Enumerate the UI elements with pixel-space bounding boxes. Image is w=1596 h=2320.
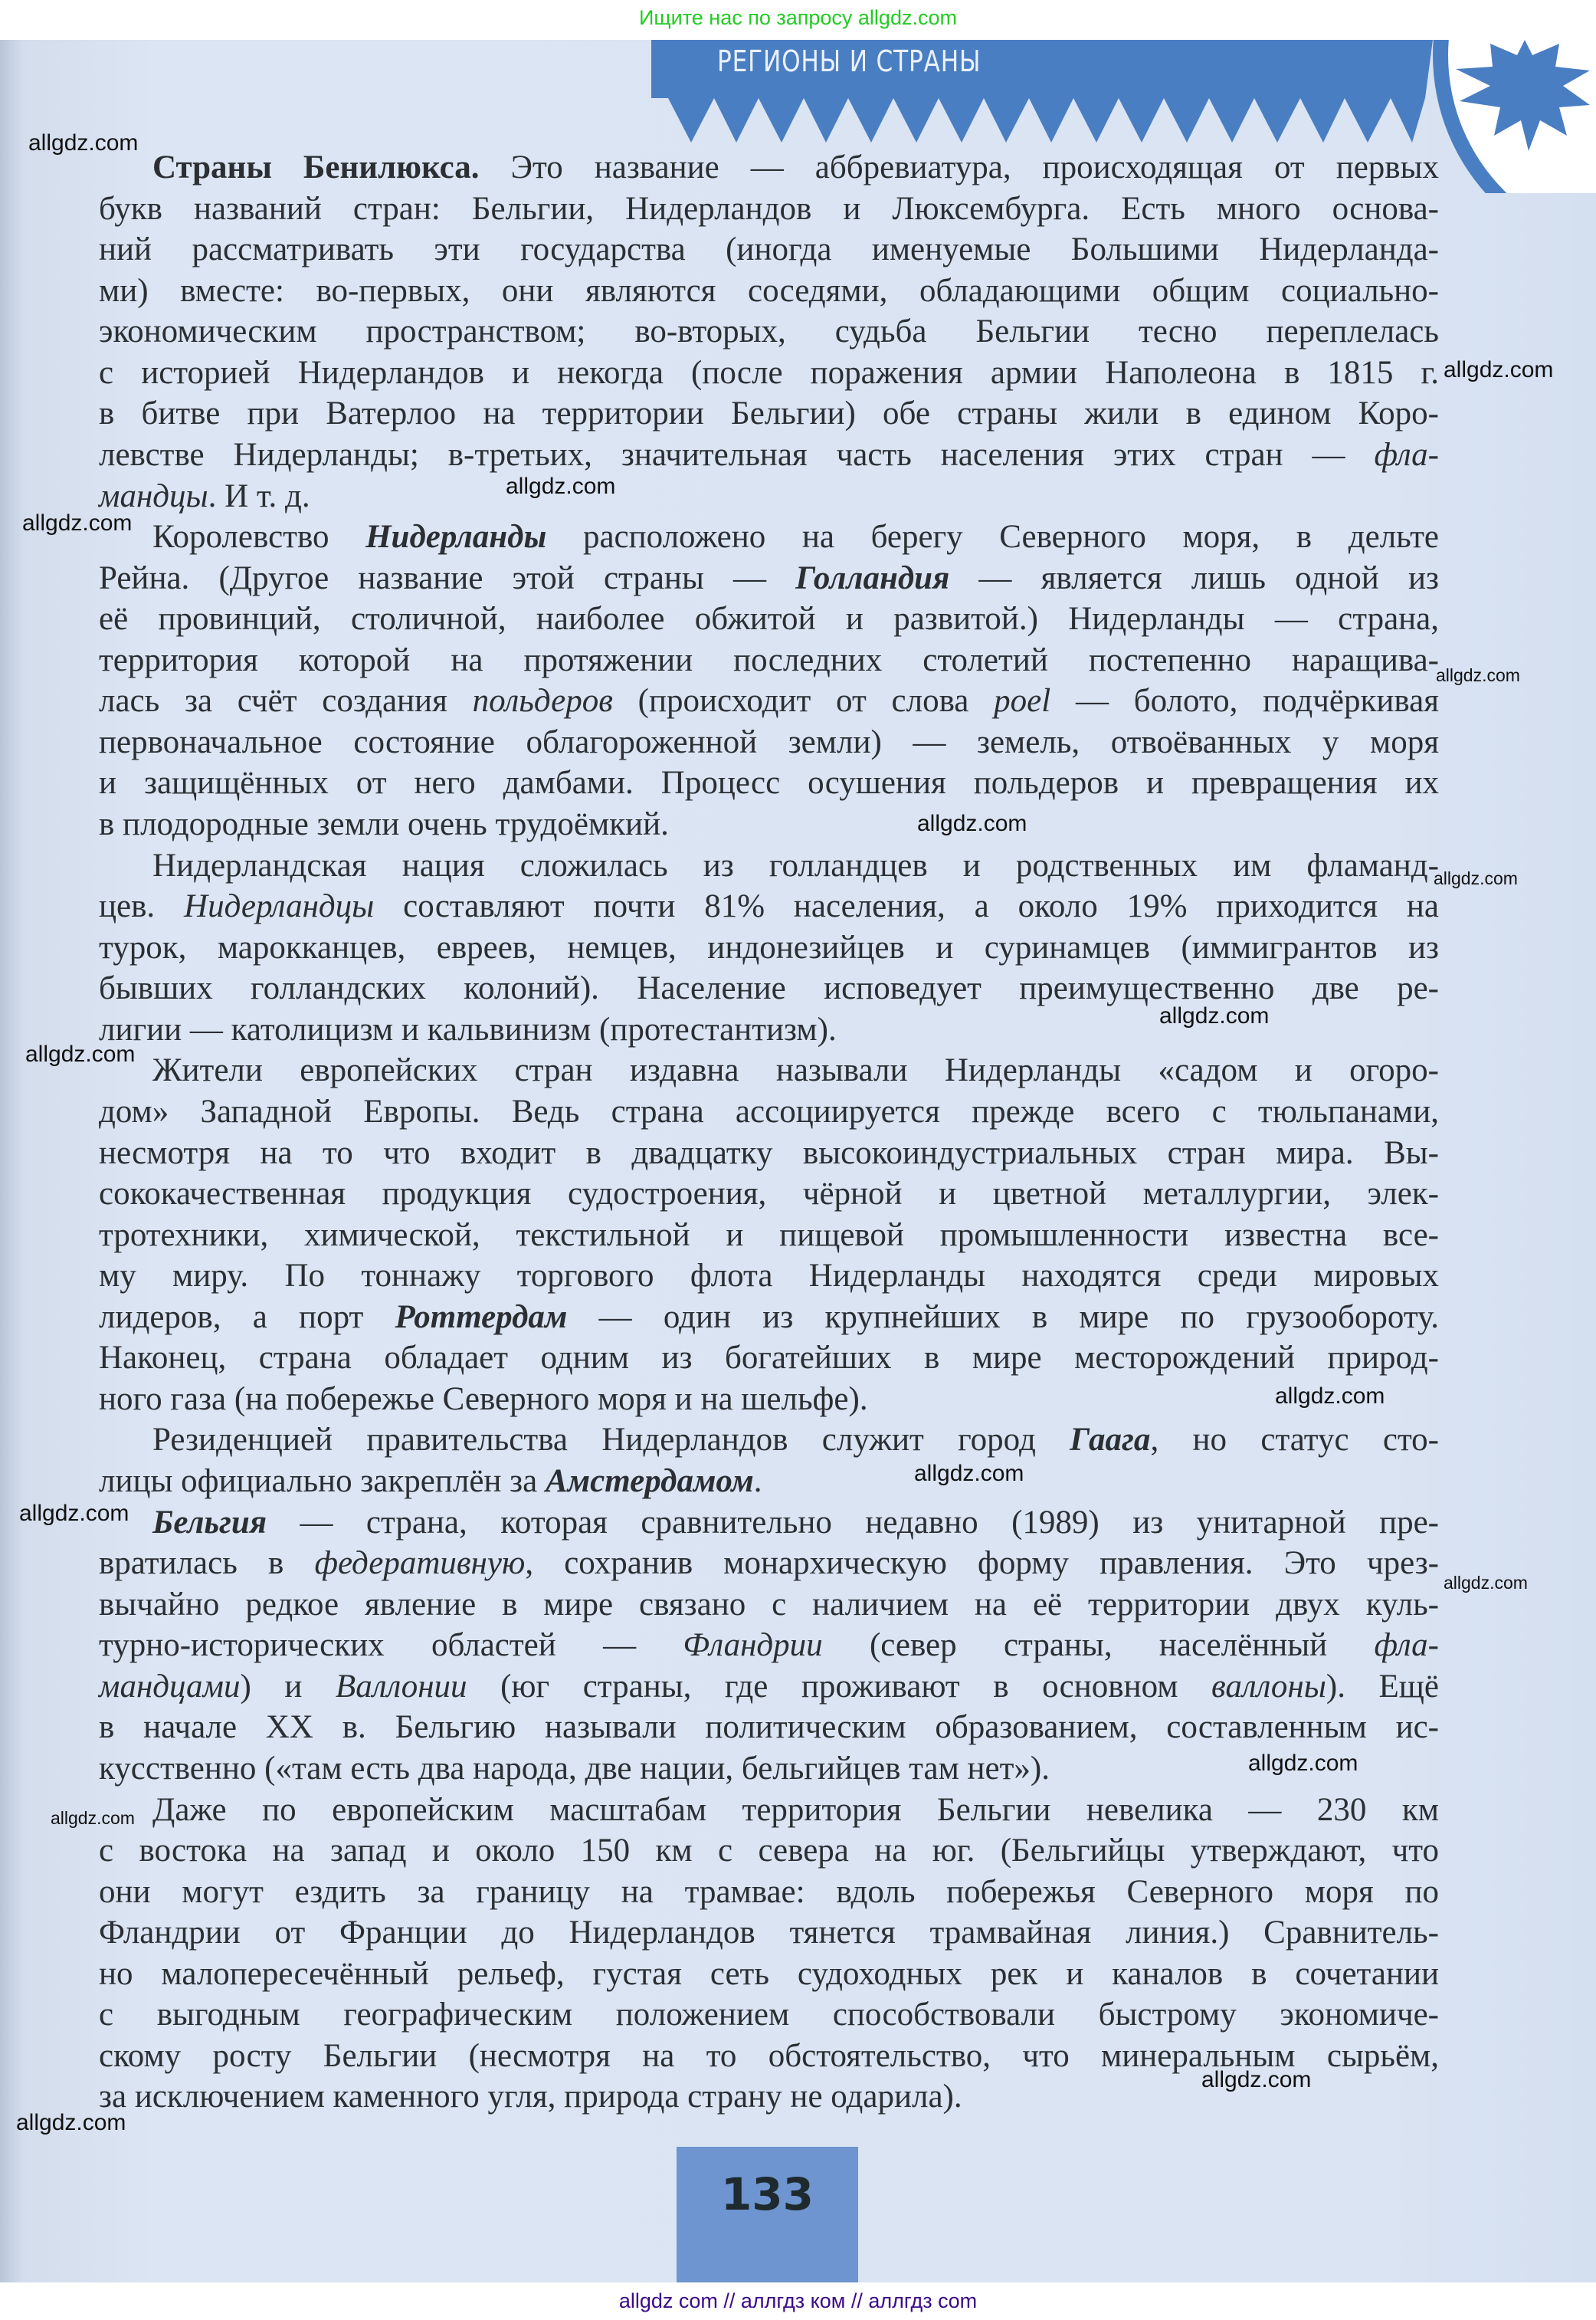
text-run: дом» Западной Европы. Ведь страна ассоциируется прежде всего с тюльпанами, — [99, 1093, 1439, 1130]
watermark: allgdz.com — [25, 1042, 136, 1067]
text-run: Фландрии от Франции до Нидерландов тянется трамвайная линия.) Сравнитель- — [99, 1915, 1439, 1951]
text-run: с выгодным географическим положением способствовали быстрому экономиче- — [99, 1997, 1439, 2033]
watermark: allgdz.com — [19, 1501, 129, 1526]
text-run: лигии — католицизм и кальвинизм (протестантизм). — [99, 1011, 837, 1048]
text-run: в начале XX в. Бельгию называли политическим образованием, составленным ис- — [99, 1709, 1439, 1746]
watermark: allgdz.com — [1275, 1383, 1385, 1409]
term-italic: мандцы — [99, 477, 208, 514]
text-run: с востока на запад и около 150 км с севера на юг. (Бельгийцы утверждают, что — [99, 1833, 1439, 1869]
text-run: цев. — [99, 888, 185, 925]
watermark: allgdz.com — [28, 130, 139, 156]
text-line — [99, 804, 1439, 845]
text-run: Нидерландская нация сложилась из голландцев и родственных им фламанд- — [152, 847, 1439, 884]
term-italic: валлоны — [1211, 1668, 1326, 1705]
watermark: allgdz.com — [1436, 665, 1520, 685]
bottom-banner — [0, 2282, 1596, 2320]
text-run: Резиденцией правительства Нидерландов служит город — [152, 1422, 1070, 1459]
text-line — [99, 1502, 1439, 1544]
text-run: (происходит от слова — [612, 683, 995, 720]
text-run: лидеров, а порт — [99, 1298, 395, 1335]
text-run: сококачественная продукция судостроения, чёрной и цветной металлургии, элек- — [99, 1176, 1439, 1213]
text-run: Даже по европейским масштабам территория Бельгии невелика — 230 км — [152, 1791, 1439, 1828]
text-run: но малопересечённый рельеф, густая сеть судоходных рек и каналов в сочетании — [99, 1955, 1439, 1992]
watermark: allgdz.com — [914, 1461, 1024, 1486]
text-run: (север страны, населённый — [822, 1627, 1375, 1664]
text-run: . И т. д. — [208, 477, 310, 514]
term-italic: польдеров — [472, 683, 613, 720]
watermark: allgdz.com — [1444, 1573, 1528, 1593]
term-bold-italic: Нидерланды — [365, 519, 547, 556]
text-line — [99, 435, 1439, 476]
text-run: в плодородные земли очень трудоёмкий. — [99, 806, 669, 842]
textbook-page — [0, 40, 1596, 2282]
text-line — [99, 1050, 1439, 1091]
term-italic: Фландрии — [683, 1627, 823, 1664]
term-italic: федеративную — [314, 1545, 526, 1582]
text-line — [99, 271, 1439, 312]
text-run: вычайно редкое явление в мире связано с наличием на её территории двух куль- — [99, 1586, 1439, 1623]
text-line — [99, 1419, 1439, 1461]
watermark: allgdz.com — [1201, 2067, 1312, 2092]
text-line — [99, 1091, 1439, 1133]
text-run: Королевство — [152, 519, 366, 556]
text-run: несмотря на то что входит в двадцатку высокоиндустриальных стран мира. Вы- — [99, 1134, 1439, 1171]
watermark: allgdz.com — [917, 811, 1027, 836]
text-run: , сохранив монархическую форму правления. Это чрез- — [525, 1545, 1440, 1582]
term-bold-italic: Амстердамом — [546, 1463, 754, 1499]
text-run: букв названий стран: Бельгии, Нидерландов и Люксембурга. Есть много основа- — [99, 190, 1439, 227]
watermark: allgdz.com — [22, 510, 133, 536]
text-run: ного газа (на побережье Северного моря и на шельфе). — [99, 1380, 868, 1417]
text-line — [99, 189, 1439, 230]
body-text — [99, 147, 1439, 2118]
term-italic: мандцами — [99, 1668, 241, 1705]
text-run: за исключением каменного угля, природа страну не одарила). — [99, 2079, 962, 2115]
text-run: ний рассматривать эти государства (иногда именуемые Большими Нидерланда- — [99, 231, 1439, 268]
text-line — [99, 1748, 1439, 1790]
text-run: Рейна. (Другое название этой страны — — [99, 559, 796, 596]
text-line — [99, 640, 1439, 681]
text-line — [99, 517, 1439, 558]
text-run: территория которой на протяжении последних столетий постепенно наращива- — [99, 642, 1439, 678]
text-line — [99, 927, 1439, 969]
text-line — [99, 1954, 1439, 1995]
text-line — [99, 229, 1439, 271]
watermark: allgdz.com — [1159, 1003, 1270, 1029]
text-line — [99, 763, 1439, 804]
term-bold-italic: Бельгия — [152, 1504, 267, 1541]
text-run: экономическим пространством; во-вторых, судьба Бельгии тесно переплелась — [99, 313, 1439, 350]
text-line — [99, 722, 1439, 763]
text-line — [99, 1173, 1439, 1215]
text-run: (юг страны, где проживают в основном — [467, 1668, 1212, 1705]
text-line — [99, 1790, 1439, 1831]
page-number: 133 — [720, 2168, 814, 2220]
text-line — [99, 353, 1439, 394]
text-line — [99, 1297, 1439, 1338]
text-run: турок, марокканцев, евреев, немцев, индонезийцев и суринамцев (иммигрантов из — [99, 929, 1439, 966]
text-run: кусственно («там есть два народа, две нации, бельгийцев там нет»). — [99, 1750, 1050, 1787]
text-run: её провинций, столичной, наиболее обжитой и развитой.) Нидерланды — страна, — [99, 601, 1439, 638]
term-bold-italic: Роттердам — [395, 1298, 568, 1335]
text-run: Жители европейских стран издавна называли Нидерланды «садом и огоро- — [152, 1052, 1439, 1089]
text-line — [99, 311, 1439, 353]
text-line — [99, 393, 1439, 435]
text-run: с историей Нидерландов и некогда (после поражения армии Наполеона в 1815 г. — [99, 354, 1439, 391]
top-banner-text: Ищите нас по запросу allgdz.com — [639, 6, 957, 29]
text-run: — один из крупнейших в мире по грузообороту. — [567, 1298, 1439, 1335]
text-line — [99, 1666, 1439, 1708]
text-run: ). Ещё — [1326, 1668, 1439, 1705]
text-run: лицы официально закреплён за — [99, 1463, 546, 1499]
text-run: — страна, которая сравнительно недавно (1989) из унитарной пре- — [267, 1504, 1439, 1541]
text-line — [99, 1543, 1439, 1584]
text-run: расположено на берегу Северного моря, в дельте — [546, 519, 1440, 556]
text-line — [99, 1461, 1439, 1502]
section-title: РЕГИОНЫ И СТРАНЫ — [717, 44, 982, 78]
watermark: allgdz.com — [16, 2110, 126, 2135]
term-italic: фла- — [1374, 436, 1439, 473]
text-run: тротехники, химической, текстильной и пищевой промышленности известна все- — [99, 1216, 1439, 1253]
text-line — [99, 476, 1439, 517]
text-run: — болото, подчёркивая — [1050, 683, 1439, 720]
text-run: вратилась в — [99, 1545, 315, 1582]
term-italic: фла- — [1374, 1627, 1440, 1664]
text-run: левстве Нидерланды; в-третьих, значительная часть населения этих стран — — [99, 436, 1375, 473]
page-number-tab — [677, 2147, 858, 2282]
text-run: первоначальное состояние облагороженной земли) — земель, отвоёванных у моря — [99, 724, 1439, 760]
text-line — [99, 1830, 1439, 1872]
text-run: турно-исторических областей — — [99, 1627, 683, 1664]
term-italic: Нидерландцы — [184, 888, 375, 925]
text-run: . — [753, 1463, 762, 1499]
text-line — [99, 147, 1439, 189]
text-run: ) и — [240, 1668, 336, 1705]
text-line — [99, 1625, 1439, 1666]
watermark: allgdz.com — [1434, 868, 1518, 888]
text-run: в битве при Ватерлоо на территории Бельгии) обе страны жили в едином Коро- — [99, 395, 1439, 432]
term-bold-italic: Гаага — [1070, 1422, 1151, 1459]
text-line — [99, 1215, 1439, 1256]
watermark: allgdz.com — [1248, 1751, 1358, 1776]
text-run: лась за счёт создания — [99, 683, 473, 720]
text-run: — является лишь одной из — [949, 559, 1439, 596]
text-line — [99, 1337, 1439, 1379]
watermark: allgdz.com — [51, 1808, 135, 1828]
text-line — [99, 681, 1439, 722]
text-run: Это название — аббревиатура, происходящая от первых — [479, 149, 1439, 185]
text-line — [99, 1584, 1439, 1626]
text-run: Наконец, страна обладает одним из богатейших в мире месторождений природ- — [99, 1340, 1439, 1377]
text-line — [99, 886, 1439, 927]
text-line — [99, 1379, 1439, 1420]
watermark: allgdz.com — [506, 474, 616, 499]
text-line — [99, 1255, 1439, 1297]
watermark: allgdz.com — [1444, 357, 1554, 382]
text-run: составляют почти 81% населения, а около 19% приходится на — [374, 888, 1439, 925]
text-line — [99, 1133, 1439, 1174]
text-line — [99, 845, 1439, 887]
text-line — [99, 558, 1439, 599]
text-run: бывших голландских колоний). Население исповедует преимущественно две ре- — [99, 970, 1439, 1007]
bottom-banner-text: allgdz com // аллгдз ком // аллгдз com — [618, 2289, 978, 2312]
term-bold-italic: Голландия — [795, 559, 950, 596]
text-run: му миру. По тоннажу торгового флота Нидерланды находятся среди мировых — [99, 1258, 1439, 1295]
text-run: они могут ездить за границу на трамвае: вдоль побережья Северного моря по — [99, 1873, 1439, 1910]
text-line — [99, 1994, 1439, 2036]
text-line — [99, 1912, 1439, 1954]
text-line — [99, 1872, 1439, 1913]
text-line — [99, 1707, 1439, 1748]
term-italic: poel — [994, 683, 1051, 720]
text-run: , но статус сто- — [1150, 1422, 1440, 1459]
top-banner — [0, 0, 1596, 40]
term-italic: Валлонии — [335, 1668, 467, 1705]
text-line — [99, 599, 1439, 640]
heading-bold: Страны Бенилюкса. — [152, 149, 480, 185]
text-run: скому росту Бельгии (несмотря на то обстоятельство, что минеральным сырьём, — [99, 2037, 1439, 2074]
text-run: и защищённых от него дамбами. Процесс осушения польдеров и превращения их — [99, 765, 1439, 802]
text-run: ми) вместе: во-первых, они являются соседями, обладающими общим социально- — [99, 272, 1439, 309]
